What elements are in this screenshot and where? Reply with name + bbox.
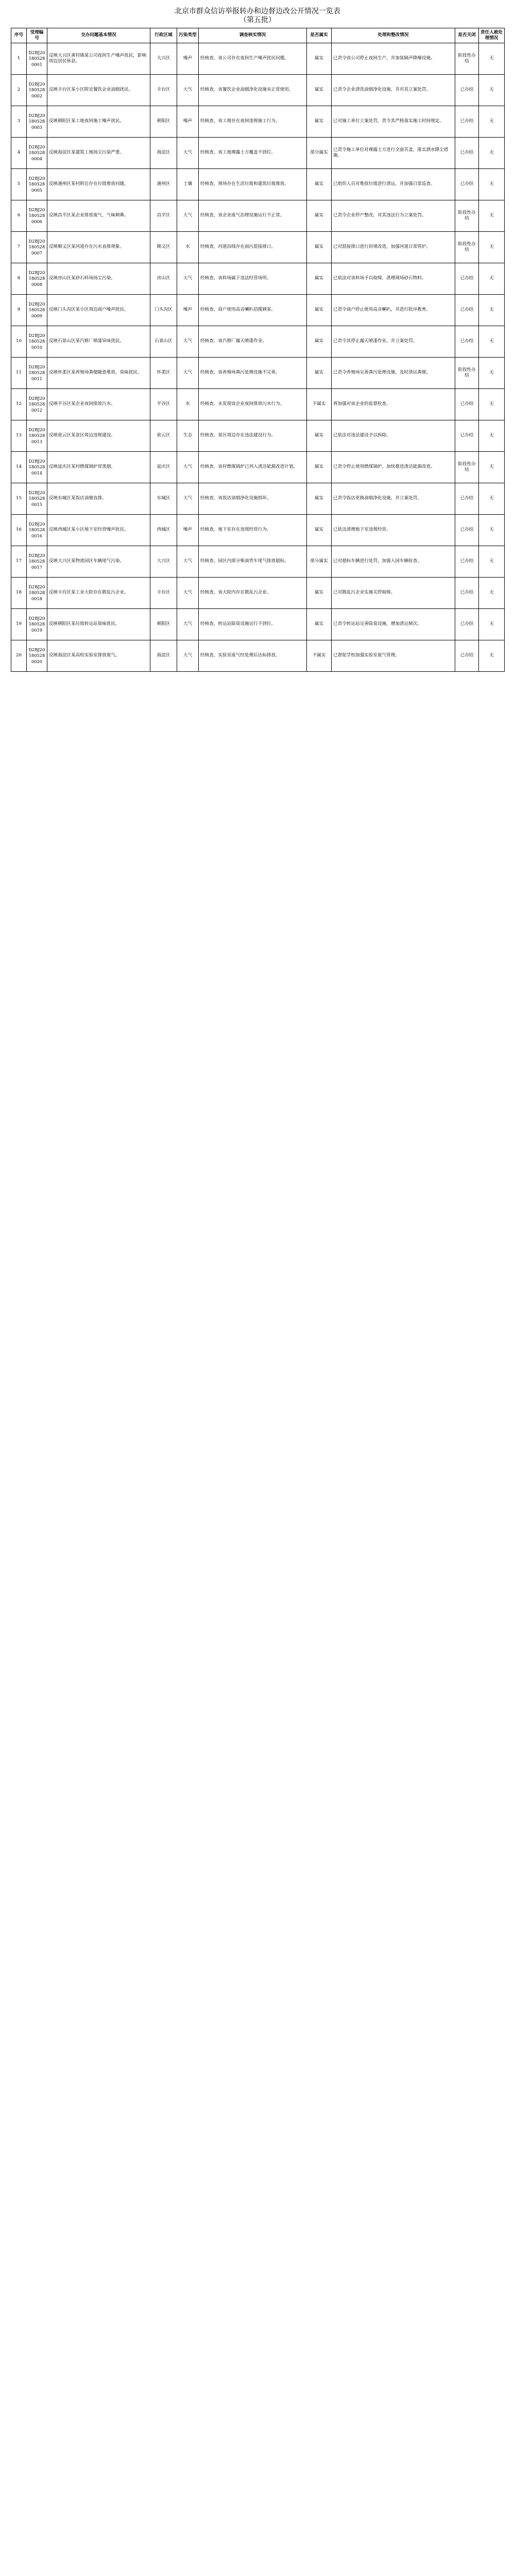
cell-truth: 属实 (307, 578, 332, 609)
cell-truth: 部分属实 (307, 546, 332, 578)
cell-seq: 9 (11, 295, 27, 326)
table-row (11, 515, 505, 546)
cell-pollution-type: 水 (177, 232, 199, 263)
cell-punishment: 无 (479, 546, 505, 578)
cell-truth: 属实 (307, 452, 332, 483)
cell-district: 延庆区 (150, 452, 177, 483)
table-row (11, 483, 505, 515)
cell-punishment: 无 (479, 483, 505, 515)
table-body (11, 43, 505, 672)
cell-description: 反映海淀区某高校实验室排放废气。 (47, 640, 150, 672)
cell-id: D2BJ201805280003 (27, 106, 47, 138)
cell-pollution-type: 噪声 (177, 515, 199, 546)
cell-closed: 已办结 (455, 106, 479, 138)
cell-handling: 已组织人员对堆放垃圾进行清运，并加强日常巡查。 (332, 169, 455, 200)
cell-handling: 已责令其停止露天喷漆作业，并立案处罚。 (332, 326, 455, 358)
cell-description: 反映石景山区某汽修厂喷漆异味扰民。 (47, 326, 150, 358)
cell-handling: 已依法对违法建设予以拆除。 (332, 420, 455, 452)
cell-punishment: 无 (479, 515, 505, 546)
cell-pollution-type: 大气 (177, 75, 199, 106)
cell-description: 反映大兴区黄村镇某公司夜间生产噪声扰民，影响周边居民休息。 (47, 43, 150, 75)
cell-description: 反映顺义区某河道存在污水直排现象。 (47, 232, 150, 263)
cell-handling: 已责令停止使用燃煤锅炉，加快推进清洁能源改造。 (332, 452, 455, 483)
table-row (11, 232, 505, 263)
cell-finding: 经核查，地下室存在违规经营行为。 (199, 515, 307, 546)
table-row (11, 640, 505, 672)
cell-finding: 经核查，该大院内存在散乱污企业。 (199, 578, 307, 609)
cell-finding: 经核查，该汽修厂露天喷漆作业。 (199, 326, 307, 358)
cell-seq: 2 (11, 75, 27, 106)
cell-district: 平谷区 (150, 389, 177, 420)
cell-seq: 5 (11, 169, 27, 200)
cell-closed: 已办结 (455, 640, 479, 672)
cell-pollution-type: 大气 (177, 138, 199, 169)
cell-truth: 属实 (307, 169, 332, 200)
cell-closed: 阶段性办结 (455, 452, 479, 483)
cell-district: 西城区 (150, 515, 177, 546)
cell-seq: 8 (11, 263, 27, 295)
cell-seq: 18 (11, 578, 27, 609)
cell-punishment: 无 (479, 106, 505, 138)
cell-finding: 经核查，该饭店油烟净化设施损坏。 (199, 483, 307, 515)
cell-description: 反映丰台区某工业大院存在散乱污企业。 (47, 578, 150, 609)
cell-district: 石景山区 (150, 326, 177, 358)
cell-handling: 已督促学校加强实验室废气管理。 (332, 640, 455, 672)
cell-district: 朝阳区 (150, 609, 177, 640)
cell-seq: 6 (11, 200, 27, 232)
cell-description: 反映西城区某小区地下室经营噪声扰民。 (47, 515, 150, 546)
cell-closed: 已办结 (455, 420, 479, 452)
cell-truth: 不属实 (307, 640, 332, 672)
cell-finding: 经核查，园区内部分柴油货车尾气排放超标。 (199, 546, 307, 578)
cell-handling: 已责令转运站完善除臭设施，增加清运频次。 (332, 609, 455, 640)
cell-truth: 不属实 (307, 389, 332, 420)
header-punishment: 责任人被处理情况 (479, 28, 505, 43)
table-row (11, 578, 505, 609)
cell-district: 海淀区 (150, 640, 177, 672)
header-closed: 是否关闭 (455, 28, 479, 43)
cell-description: 反映门头沟区某小区周边商户噪声扰民。 (47, 295, 150, 326)
table-row (11, 43, 505, 75)
cell-punishment: 无 (479, 609, 505, 640)
cell-seq: 19 (11, 609, 27, 640)
cell-closed: 已办结 (455, 263, 479, 295)
cell-punishment: 无 (479, 169, 505, 200)
cell-finding: 经核查，未发现该企业夜间排放污水行为。 (199, 389, 307, 420)
cell-id: D2BJ201805280001 (27, 43, 47, 75)
table-row (11, 546, 505, 578)
cell-pollution-type: 大气 (177, 326, 199, 358)
cell-handling: 已责令企业清洗油烟净化设施，并对其立案处罚。 (332, 75, 455, 106)
cell-closed: 已办结 (455, 169, 479, 200)
cell-seq: 12 (11, 389, 27, 420)
cell-seq: 11 (11, 358, 27, 389)
header-truth: 是否属实 (307, 28, 332, 43)
cell-truth: 部分属实 (307, 138, 332, 169)
cell-handling: 已依法对该料场予以取缔，清理现场砂石物料。 (332, 263, 455, 295)
header-district: 行政区域 (150, 28, 177, 43)
cell-seq: 1 (11, 43, 27, 75)
cell-id: D2BJ201805280010 (27, 326, 47, 358)
cell-id: D2BJ201805280008 (27, 263, 47, 295)
cell-punishment: 无 (479, 75, 505, 106)
cell-handling: 已依法清理地下室违规经营。 (332, 515, 455, 546)
cell-description: 反映延庆区某村燃煤锅炉冒黑烟。 (47, 452, 150, 483)
cell-closed: 已办结 (455, 483, 479, 515)
cell-id: D2BJ201805280002 (27, 75, 47, 106)
cell-district: 丰台区 (150, 75, 177, 106)
cell-pollution-type: 水 (177, 389, 199, 420)
cell-district: 大兴区 (150, 43, 177, 75)
cell-truth: 属实 (307, 420, 332, 452)
cell-truth: 属实 (307, 358, 332, 389)
cell-district: 昌平区 (150, 200, 177, 232)
cell-truth: 属实 (307, 232, 332, 263)
cell-punishment: 无 (479, 43, 505, 75)
cell-truth: 属实 (307, 515, 332, 546)
cell-handling: 将加强对该企业的监督检查。 (332, 389, 455, 420)
header-seq: 序号 (11, 28, 27, 43)
cell-handling: 已责令企业停产整改，对其违法行为立案处罚。 (332, 200, 455, 232)
cell-finding: 经核查，转运站除臭设施运行不到位。 (199, 609, 307, 640)
cell-seq: 3 (11, 106, 27, 138)
cell-district: 大兴区 (150, 546, 177, 578)
cell-punishment: 无 (479, 420, 505, 452)
cell-punishment: 无 (479, 358, 505, 389)
cell-truth: 属实 (307, 75, 332, 106)
cell-truth: 属实 (307, 200, 332, 232)
cell-closed: 已办结 (455, 578, 479, 609)
cell-district: 密云区 (150, 420, 177, 452)
cell-pollution-type: 噪声 (177, 295, 199, 326)
cell-punishment: 无 (479, 232, 505, 263)
cell-finding: 经核查，该村燃煤锅炉已列入清洁能源改造计划。 (199, 452, 307, 483)
cell-district: 怀柔区 (150, 358, 177, 389)
cell-pollution-type: 大气 (177, 452, 199, 483)
cell-punishment: 无 (479, 200, 505, 232)
cell-handling: 已责令施工单位对裸露土方进行全面苫盖，落实洒水降尘措施。 (332, 138, 455, 169)
cell-handling: 已责令商户停止使用高音喇叭，并进行批评教育。 (332, 295, 455, 326)
cell-id: D2BJ201805280014 (27, 452, 47, 483)
cell-handling: 已责令养殖场完善粪污处理设施，及时清运粪便。 (332, 358, 455, 389)
cell-pollution-type: 大气 (177, 578, 199, 609)
cell-seq: 15 (11, 483, 27, 515)
cell-punishment: 无 (479, 389, 505, 420)
cell-id: D2BJ201805280013 (27, 420, 47, 452)
cell-pollution-type: 大气 (177, 609, 199, 640)
cell-id: D2BJ201805280011 (27, 358, 47, 389)
cell-pollution-type: 大气 (177, 200, 199, 232)
cell-description: 反映朝阳区某垃圾转运站臭味扰民。 (47, 609, 150, 640)
cell-description: 反映平谷区某企业夜间排放污水。 (47, 389, 150, 420)
cell-district: 门头沟区 (150, 295, 177, 326)
table-row (11, 389, 505, 420)
cell-description: 反映昌平区某企业排放废气，气味刺鼻。 (47, 200, 150, 232)
cell-finding: 经核查，该料场属于违法经营场所。 (199, 263, 307, 295)
cell-description: 反映朝阳区某工地夜间施工噪声扰民。 (47, 106, 150, 138)
cell-closed: 阶段性办结 (455, 358, 479, 389)
cell-closed: 已办结 (455, 515, 479, 546)
cell-closed: 已办结 (455, 609, 479, 640)
cell-description: 反映怀柔区某养殖场粪便随意堆放，臭味扰民。 (47, 358, 150, 389)
cell-truth: 属实 (307, 263, 332, 295)
title-line-1: 北京市群众信访举报转办和边督边改公开情况一览表 (175, 7, 340, 15)
cell-closed: 阶段性办结 (455, 43, 479, 75)
cell-punishment: 无 (479, 452, 505, 483)
cell-truth: 属实 (307, 483, 332, 515)
table-row (11, 138, 505, 169)
cell-description: 反映海淀区某建筑工地扬尘污染严重。 (47, 138, 150, 169)
cell-punishment: 无 (479, 263, 505, 295)
cell-finding: 经核查，商户使用高音喇叭招揽顾客。 (199, 295, 307, 326)
cell-seq: 7 (11, 232, 27, 263)
header-id: 受理编号 (27, 28, 47, 43)
cell-punishment: 无 (479, 295, 505, 326)
cell-seq: 16 (11, 515, 27, 546)
table-row (11, 106, 505, 138)
cell-id: D2BJ201805280018 (27, 578, 47, 609)
cell-district: 顺义区 (150, 232, 177, 263)
table-row (11, 452, 505, 483)
cell-truth: 属实 (307, 43, 332, 75)
cell-id: D2BJ201805280016 (27, 515, 47, 546)
cell-description: 反映丰台区某小区附近餐饮企业油烟扰民。 (47, 75, 150, 106)
cell-finding: 经核查，该养殖场粪污处理设施不完善。 (199, 358, 307, 389)
cell-description: 反映大兴区某物流园区车辆尾气污染。 (47, 546, 150, 578)
cell-closed: 已办结 (455, 546, 479, 578)
cell-finding: 经核查，河道沿线存在雨污混接排口。 (199, 232, 307, 263)
cell-district: 朝阳区 (150, 106, 177, 138)
cell-pollution-type: 大气 (177, 483, 199, 515)
cell-pollution-type: 土壤 (177, 169, 199, 200)
cell-id: D2BJ201805280009 (27, 295, 47, 326)
cell-closed: 已办结 (455, 389, 479, 420)
cell-handling: 已对散乱污企业实施关停取缔。 (332, 578, 455, 609)
cell-punishment: 无 (479, 578, 505, 609)
cell-finding: 经核查，该工地存在夜间违规施工行为。 (199, 106, 307, 138)
cell-pollution-type: 大气 (177, 546, 199, 578)
complaint-table (11, 28, 505, 672)
cell-pollution-type: 大气 (177, 358, 199, 389)
cell-id: D2BJ201805280019 (27, 609, 47, 640)
table-header-row (11, 28, 505, 43)
cell-id: D2BJ201805280005 (27, 169, 47, 200)
cell-id: D2BJ201805280017 (27, 546, 47, 578)
table-row (11, 420, 505, 452)
cell-pollution-type: 大气 (177, 263, 199, 295)
cell-finding: 经核查，该餐饮企业油烟净化设施未正常使用。 (199, 75, 307, 106)
cell-id: D2BJ201805280006 (27, 200, 47, 232)
table-row (11, 295, 505, 326)
cell-id: D2BJ201805280004 (27, 138, 47, 169)
cell-description: 反映密云区某景区周边违规建设。 (47, 420, 150, 452)
header-pollution-type: 污染类型 (177, 28, 199, 43)
cell-handling: 已对施工单位立案处罚，责令其严格落实施工时间规定。 (332, 106, 455, 138)
cell-id: D2BJ201805280012 (27, 389, 47, 420)
table-row (11, 200, 505, 232)
cell-description: 反映房山区某砂石料场扬尘污染。 (47, 263, 150, 295)
cell-closed: 阶段性办结 (455, 232, 479, 263)
cell-finding: 经核查，实验室废气经处理后达标排放。 (199, 640, 307, 672)
cell-id: D2BJ201805280015 (27, 483, 47, 515)
table-row (11, 263, 505, 295)
cell-pollution-type: 噪声 (177, 43, 199, 75)
cell-district: 东城区 (150, 483, 177, 515)
cell-district: 海淀区 (150, 138, 177, 169)
cell-punishment: 无 (479, 138, 505, 169)
table-row (11, 326, 505, 358)
title-line-2: （第五批） (239, 16, 276, 24)
cell-seq: 17 (11, 546, 27, 578)
cell-finding: 经核查，现场存在生活垃圾和建筑垃圾堆放。 (199, 169, 307, 200)
cell-description: 反映通州区某村附近存在垃圾堆放问题。 (47, 169, 150, 200)
header-handling: 处理和整改情况 (332, 28, 455, 43)
cell-id: D2BJ201805280007 (27, 232, 47, 263)
cell-seq: 20 (11, 640, 27, 672)
cell-closed: 阶段性办结 (455, 200, 479, 232)
cell-id: D2BJ201805280020 (27, 640, 47, 672)
cell-seq: 10 (11, 326, 27, 358)
cell-closed: 已办结 (455, 75, 479, 106)
cell-punishment: 无 (479, 640, 505, 672)
cell-finding: 经核查，该公司存在夜间生产噪声扰民问题。 (199, 43, 307, 75)
cell-district: 通州区 (150, 169, 177, 200)
table-row (11, 358, 505, 389)
cell-handling: 已对混接排口进行封堵改造，加强河道日常管护。 (332, 232, 455, 263)
header-finding: 调查核实情况 (199, 28, 307, 43)
cell-truth: 属实 (307, 609, 332, 640)
cell-seq: 14 (11, 452, 27, 483)
cell-punishment: 无 (479, 326, 505, 358)
document-title (11, 7, 504, 25)
cell-closed: 已办结 (455, 326, 479, 358)
cell-finding: 经核查，该企业废气治理设施运行不正常。 (199, 200, 307, 232)
cell-truth: 属实 (307, 106, 332, 138)
cell-handling: 已责令该公司停止夜间生产，并加装隔声降噪设施。 (332, 43, 455, 75)
cell-seq: 4 (11, 138, 27, 169)
cell-description: 反映东城区某饭店油烟直排。 (47, 483, 150, 515)
cell-seq: 13 (11, 420, 27, 452)
cell-finding: 经核查，景区周边存在违法建设行为。 (199, 420, 307, 452)
table-row (11, 609, 505, 640)
cell-truth: 属实 (307, 326, 332, 358)
header-description: 交办问题基本情况 (47, 28, 150, 43)
cell-pollution-type: 生态 (177, 420, 199, 452)
cell-district: 房山区 (150, 263, 177, 295)
cell-closed: 已办结 (455, 295, 479, 326)
cell-pollution-type: 噪声 (177, 106, 199, 138)
table-row (11, 75, 505, 106)
cell-truth: 属实 (307, 295, 332, 326)
cell-handling: 已对超标车辆进行处罚，加强入园车辆检查。 (332, 546, 455, 578)
cell-handling: 已责令饭店更换油烟净化设施，并立案处罚。 (332, 483, 455, 515)
cell-finding: 经核查，该工地裸露土方覆盖不到位。 (199, 138, 307, 169)
cell-pollution-type: 大气 (177, 640, 199, 672)
cell-closed: 已办结 (455, 138, 479, 169)
table-row (11, 169, 505, 200)
cell-district: 丰台区 (150, 578, 177, 609)
